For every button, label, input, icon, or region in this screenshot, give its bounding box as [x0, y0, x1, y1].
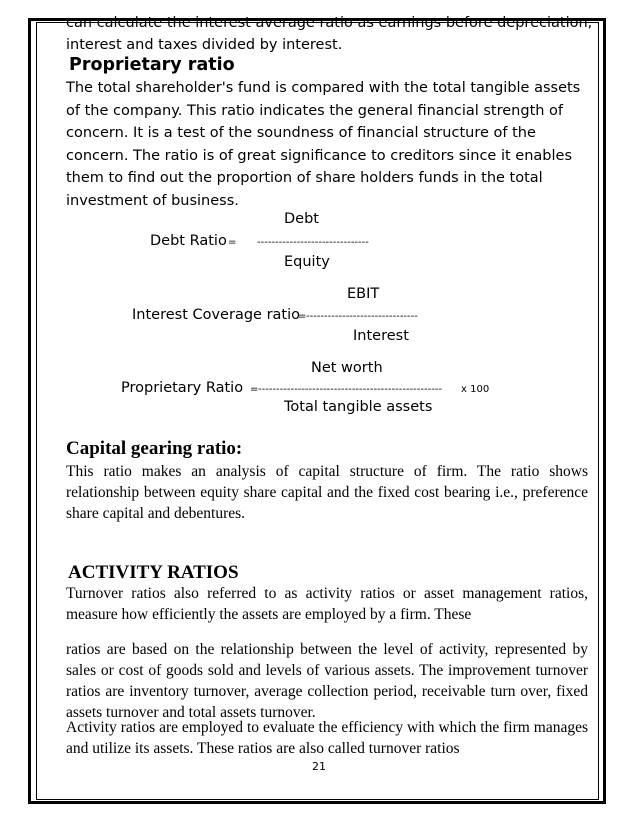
activity-para-2: ratios are based on the relationship between the level of activity, represented by sales or cost of goods sold and levels of various assets. The improvement turnover ratios are inventory turnover, average collection period, receivable turn over, fixed assets turnover and total assets turnover. [66, 641, 588, 721]
debt-denominator: Equity [284, 254, 330, 270]
debt-label: Debt Ratio [150, 233, 227, 249]
activity-para-1: Turnover ratios also referred to as activity ratios or asset management ratios, measure how efficiently the assets are employed by a firm. These [66, 585, 588, 623]
debt-numerator: Debt [284, 211, 319, 227]
proprietary-multiplier: x 100 [461, 384, 490, 395]
proprietary-heading: Proprietary ratio [69, 55, 235, 75]
capital-gearing-heading: Capital gearing ratio: [66, 438, 243, 459]
activity-para-3: Activity ratios are employed to evaluate the efficiency with which the firm manages and utilize its assets. These ratios are also called turnover ratios [66, 719, 588, 757]
interest-fraction-line: ------------------------------- [306, 311, 418, 322]
capital-gearing-body: This ratio makes an analysis of capital structure of firm. The ratio shows relationship between equity share capital and the fixed cost bearing i.e., preference share capital and debentures. [66, 463, 588, 522]
proprietary-fraction-line: --------------------------------------------------- [258, 384, 443, 395]
intro-line-1: can calculate the interest average ratio as earnings before depreciation, [66, 15, 593, 31]
intro-line-2: interest and taxes divided by interest. [66, 37, 343, 53]
debt-fraction-line: ------------------------------- [257, 237, 369, 248]
interest-label: Interest Coverage ratio [132, 307, 300, 323]
interest-denominator: Interest [353, 328, 409, 344]
proprietary-body: The total shareholder's fund is compared with the total tangible assets of the company. This ratio indicates the general financial strength of concern. It is a test of the soundness of financial structure of the concern. The ratio is of great significance to creditors since it enables them to find out the proportion of share holders funds in the total investment of business. [66, 80, 581, 209]
interest-numerator: EBIT [347, 286, 380, 302]
debt-equals: = [228, 237, 237, 248]
proprietary-denominator: Total tangible assets [284, 399, 433, 415]
activity-heading: ACTIVITY RATIOS [68, 562, 239, 583]
proprietary-label: Proprietary Ratio [121, 380, 244, 396]
proprietary-equals: = [250, 384, 259, 395]
page-number: 21 [312, 760, 326, 773]
interest-equals: = [298, 311, 307, 322]
proprietary-numerator: Net worth [311, 360, 383, 376]
